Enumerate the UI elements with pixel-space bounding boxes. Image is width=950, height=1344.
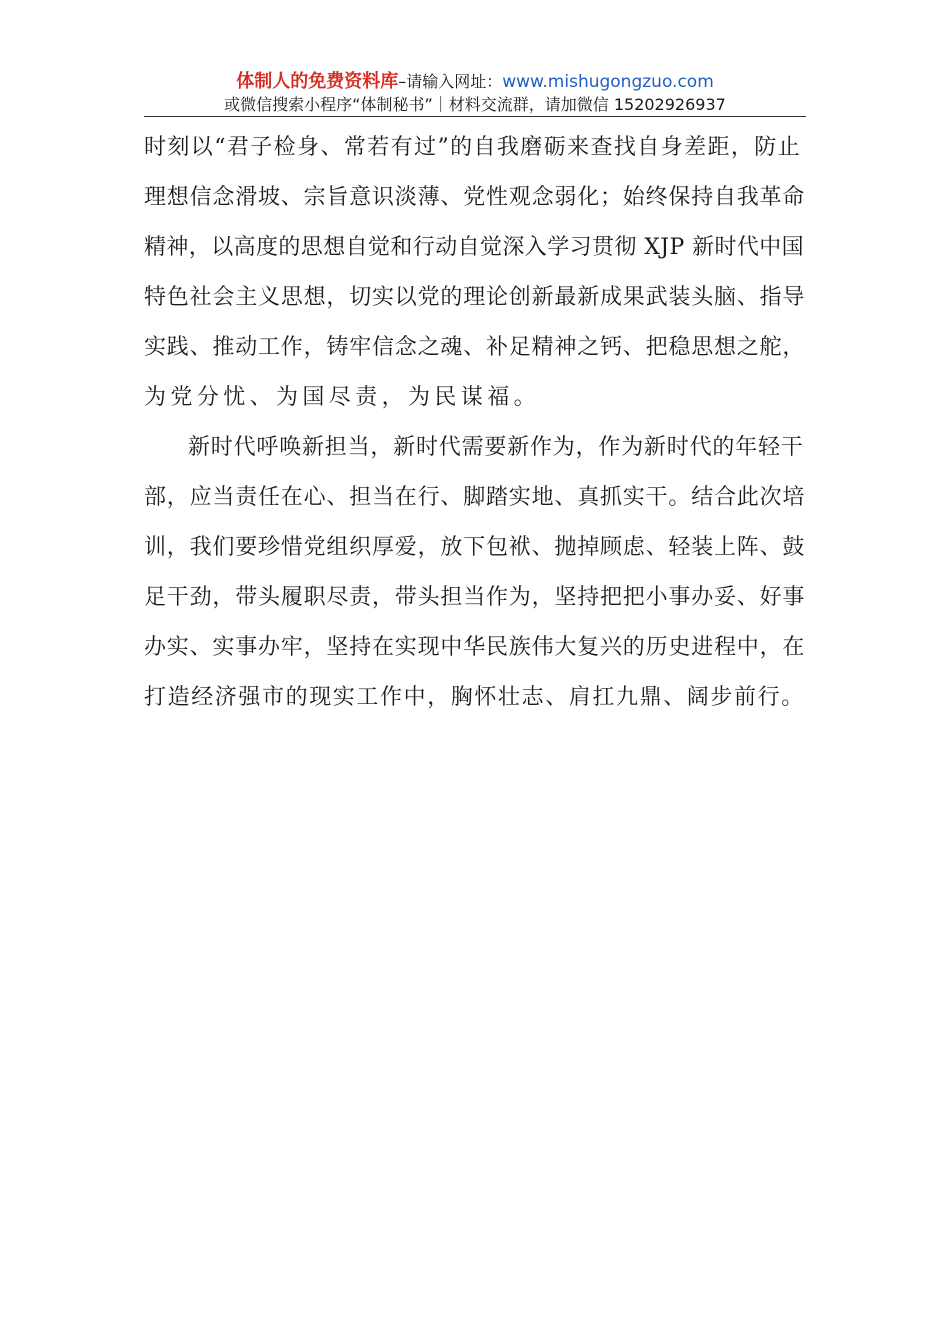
text-line: 办实、实事办牢，坚持在实现中华民族伟大复兴的历史进程中，在 xyxy=(144,635,806,660)
header-line-2: 或微信搜索小程序“体制秘书”｜材料交流群，请加微信 15202926937 xyxy=(224,95,726,114)
website-link[interactable]: www.mishugongzuo.com xyxy=(502,72,714,92)
paragraph-1 xyxy=(144,123,806,423)
header-divider xyxy=(144,116,806,117)
text-line: 理想信念滑坡、宗旨意识淡薄、党性观念弱化；始终保持自我革命 xyxy=(144,185,806,210)
document-body xyxy=(144,123,806,723)
paragraph-2 xyxy=(144,423,806,723)
text-line: 特色社会主义思想，切实以党的理论创新最新成果武装头脑、指导 xyxy=(144,285,806,310)
text-line: 训，我们要珍惜党组织厚爱，放下包袱、抛掉顾虑、轻装上阵、鼓 xyxy=(144,535,806,560)
text-line: 部，应当责任在心、担当在行、脚踏实地、真抓实干。结合此次培 xyxy=(144,485,806,510)
url-prompt: –请输入网址： xyxy=(398,72,503,91)
text-line: 打造经济强市的现实工作中，胸怀壮志、肩扛九鼎、阔步前行。 xyxy=(144,685,805,710)
text-line: 为党分忧、为国尽责，为民谋福。 xyxy=(144,385,541,410)
page-header xyxy=(144,70,806,116)
header-line-1 xyxy=(144,70,806,94)
text-line: 新时代呼唤新担当，新时代需要新作为，作为新时代的年轻干 xyxy=(188,435,804,460)
text-line: 精神，以高度的思想自觉和行动自觉深入学习贯彻 XJP 新时代中国 xyxy=(144,235,805,260)
text-line: 足干劲，带头履职尽责，带头担当作为，坚持把把小事办妥、好事 xyxy=(144,585,806,610)
brand-title: 体制人的免费资料库 xyxy=(236,71,399,92)
text-line: 实践、推动工作，铸牢信念之魂、补足精神之钙、把稳思想之舵， xyxy=(144,335,806,360)
text-line: 时刻以“君子检身、常若有过”的自我磨砺来查找自身差距，防止 xyxy=(144,135,802,160)
